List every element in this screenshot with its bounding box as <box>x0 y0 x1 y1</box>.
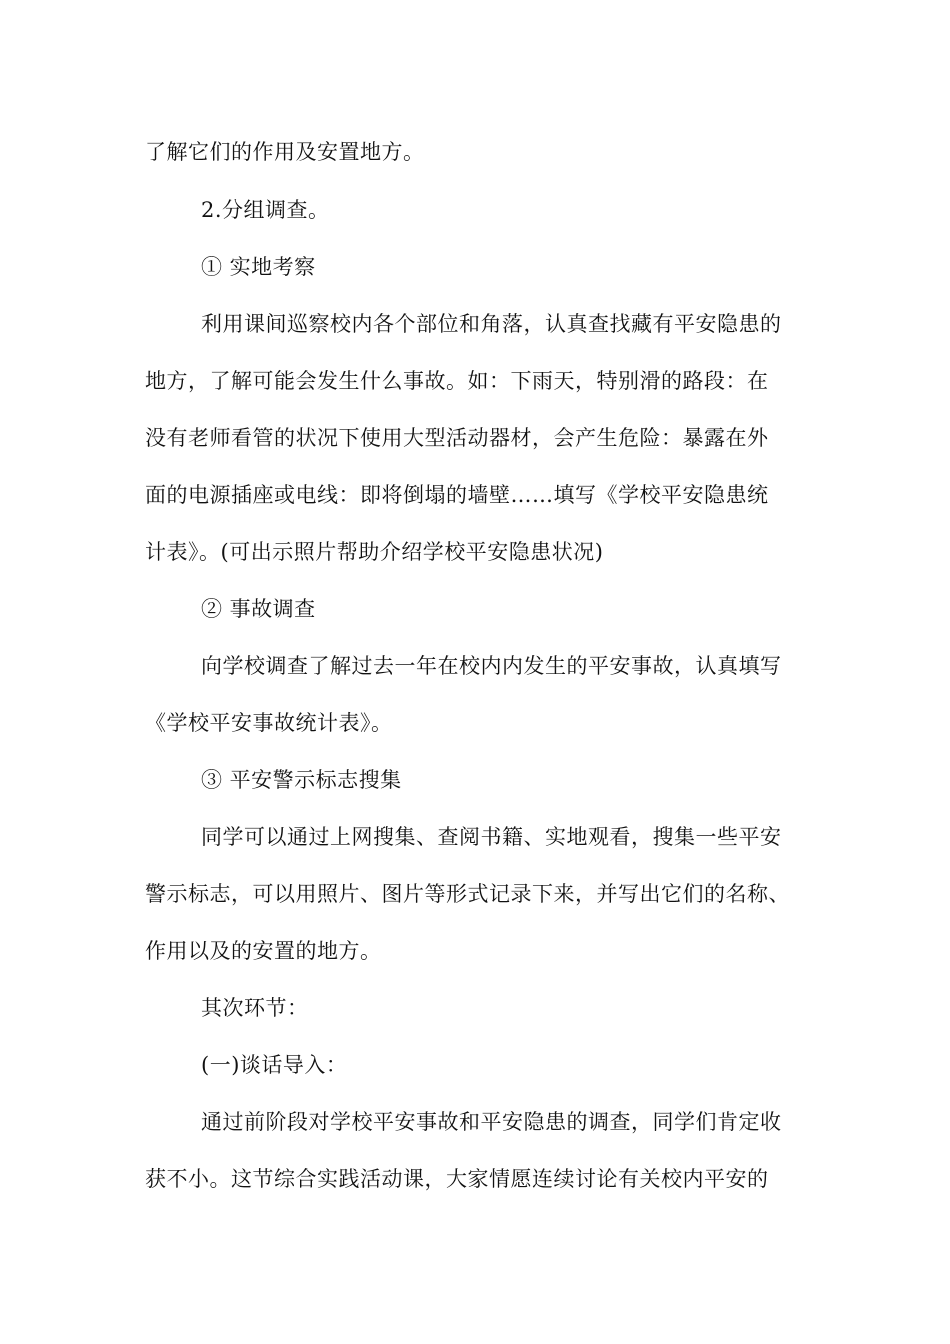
section-heading-second-stage: 其次环节： <box>201 996 309 1020</box>
paragraph-line: 没有老师看管的状况下使用大型活动器材，会产生危险：暴露在外 <box>145 426 769 450</box>
paragraph-line: 作用以及的安置的地方。 <box>145 939 382 963</box>
section-heading-group-survey: 2.分组调查。 <box>201 198 330 222</box>
paragraph-line: 利用课间巡察校内各个部位和角落，认真查找藏有平安隐患的 <box>201 312 782 336</box>
paragraph-line: 通过前阶段对学校平安事故和平安隐患的调查，同学们肯定收 <box>201 1110 782 1134</box>
paragraph-line: 计表》。(可出示照片帮助介绍学校平安隐患状况) <box>145 540 604 564</box>
paragraph-line: 面的电源插座或电线：即将倒塌的墙壁……填写《学校平安隐患统 <box>145 483 769 507</box>
subheading-field-inspection: ① 实地考察 <box>201 255 316 279</box>
paragraph-line: 警示标志，可以用照片、图片等形式记录下来，并写出它们的名称、 <box>145 882 790 906</box>
paragraph-line: 《学校平安事故统计表》。 <box>145 711 393 735</box>
subheading-warning-sign-collection: ③ 平安警示标志搜集 <box>201 768 402 792</box>
subheading-accident-survey: ② 事故调查 <box>201 597 316 621</box>
paragraph-line: 同学可以通过上网搜集、查阅书籍、实地观看，搜集一些平安 <box>201 825 782 849</box>
paragraph-line: 向学校调查了解过去一年在校内内发生的平安事故，认真填写 <box>201 654 782 678</box>
subheading-introduction: (一)谈话导入： <box>201 1053 348 1077</box>
text-line-continuation: 了解它们的作用及安置地方。 <box>145 140 425 164</box>
paragraph-line: 地方，了解可能会发生什么事故。如：下雨天，特别滑的路段：在 <box>145 369 769 393</box>
paragraph-line: 获不小。这节综合实践活动课，大家情愿连续讨论有关校内平安的 <box>145 1167 769 1191</box>
